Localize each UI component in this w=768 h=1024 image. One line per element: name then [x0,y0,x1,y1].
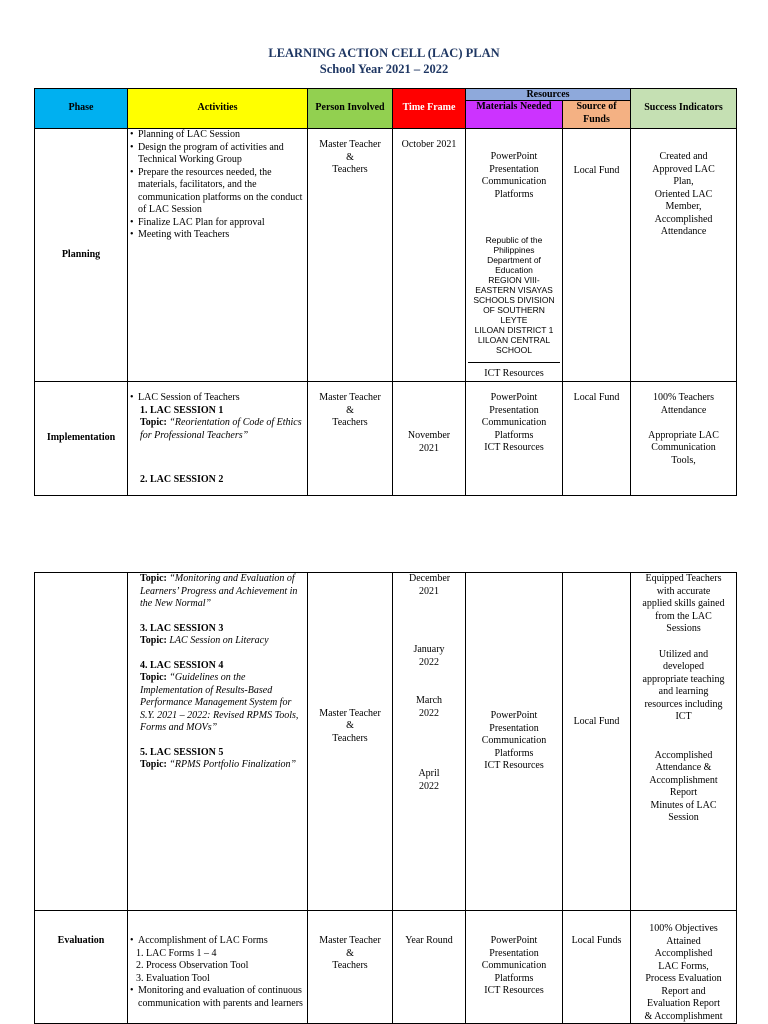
implementation-success-indicators: 100% Teachers Attendance Appropriate LAC Communication Tools, [631,382,737,496]
continuation-source-of-funds: Local Fund [563,573,631,911]
header-time-frame: Time Frame [393,89,466,129]
list-item: • Meeting with Teachers [130,229,305,242]
header-person-involved: Person Involved [308,89,393,129]
lac-session-3-label: 3. LAC SESSION 3 [140,622,224,634]
phase-evaluation: Evaluation [35,911,128,1024]
list-item: 2. Process Observation Tool [146,960,305,973]
lac-plan-table-part-2 [34,572,737,1024]
planning-success-indicators: Created and Approved LAC Plan, Oriented LAC Member, Accomplished Attendance [631,129,737,382]
lac-session-1-label: 1. LAC SESSION 1 [140,404,224,416]
continuation-materials: PowerPoint Presentation Communication Platforms ICT Resources [466,573,563,911]
header-materials-needed: Materials Needed [466,101,563,129]
school-year: School Year 2021 – 2022 [319,62,449,76]
lac-plan-table-part-1 [34,88,737,496]
header-success-indicators: Success Indicators [631,89,737,129]
list-item: • Prepare the resources needed, the materials, facilitators, and the communication platforms on the conduct of LAC Session [130,167,305,217]
list-item: 1. LAC Forms 1 – 4 [146,948,305,961]
phase-continuation-empty [35,573,128,911]
implementation-materials: PowerPoint Presentation Communication Platforms ICT Resources [466,382,563,496]
lac-session-5-label: 5. LAC SESSION 5 [140,746,224,758]
header-activities: Activities [128,89,308,129]
list-item: • Design the program of activities and Technical Working Group [130,142,305,167]
phase-planning: Planning [35,129,128,382]
list-item: • Monitoring and evaluation of continuous communication with parents and learners [130,985,305,1010]
lac-session-3-topic: LAC Session on Literacy [166,635,269,646]
header-resources: Resources [466,89,631,101]
school-stamp: Republic of the Philippines Department of Education REGION VIII- EASTERN VISAYAS SCHOOLS DIVISION OF SOUTHERN LEYTE LILOAN DISTRICT 1 LILOAN CENTRAL SCHOOL [473,235,555,355]
lac-session-4-label: 4. LAC SESSION 4 [140,659,224,671]
document-title: LEARNING ACTION CELL (LAC) PLAN [268,46,500,60]
list-item: • LAC Session of Teachers [130,392,305,405]
planning-activities [128,129,308,382]
evaluation-person-involved: Master Teacher & Teachers [308,911,393,1024]
implementation-activities: • LAC Session of Teachers 1. LAC SESSION 1 Topic: “Reorientation of Code of Ethics for Professional Teachers” 2. LAC SESSION 2 [128,382,308,496]
evaluation-source-of-funds: Local Funds [563,911,631,1024]
continuation-success-indicators: Equipped Teachers with accurate applied skills gained from the LAC Sessions Utilized and developed appropriate teaching and learning resources including ICT Accomplished Attendance & Accomplishment Report Minutes of LAC Session [631,573,737,911]
implementation-time-frame: November 2021 [393,382,466,496]
lac-session-2-label: 2. LAC SESSION 2 [140,474,224,485]
lac-session-5-topic: “RPMS Portfolio Finalization” [166,759,297,770]
evaluation-success-indicators: 100% Objectives Attained Accomplished LAC Forms, Process Evaluation Report and Evaluation Report & Accomplishment [631,911,737,1024]
continuation-person-involved: Master Teacher & Teachers [308,573,393,911]
header-phase: Phase [35,89,128,129]
planning-time-frame: October 2021 [393,129,466,382]
list-item: 3. Evaluation Tool [146,973,305,986]
planning-person-involved: Master Teacher & Teachers [308,129,393,382]
lac-session-4-topic: “Guidelines on the Implementation of Results-Based Performance Management System for S.Y. 2021 – 2022: Revised RPMS Tools, Forms and MOVs” [140,672,299,733]
evaluation-materials: PowerPoint Presentation Communication Platforms ICT Resources [466,911,563,1024]
planning-materials: PowerPoint Presentation Communication Platforms Republic of the Philippines Department of Education REGION VIII- EASTERN VISAYAS SCHOOLS DIVISION OF SOUTHERN LEYTE LILOAN DISTRICT 1 LILOAN CENTRAL SCHOOL ICT Resources [466,129,563,382]
implementation-source-of-funds: Local Fund [563,382,631,496]
continuation-time-frame: December 2021 January 2022 March 2022 April 2022 [393,573,466,911]
phase-implementation: Implementation [35,382,128,496]
evaluation-activities [128,911,308,1024]
lac-session-1-topic: “Reorientation of Code of Ethics for Professional Teachers” [140,417,302,441]
planning-source-of-funds: Local Fund [563,129,631,382]
implementation-person-involved: Master Teacher & Teachers [308,382,393,496]
header-source-of-funds: Source of Funds [563,101,631,129]
lac-session-2-topic: “Monitoring and Evaluation of Learners’ Progress and Achievement in the New Normal” [140,573,298,609]
evaluation-time-frame: Year Round [393,911,466,1024]
list-item: • Finalize LAC Plan for approval [130,217,305,230]
list-item: • Planning of LAC Session [130,129,305,142]
list-item: • Accomplishment of LAC Forms [130,935,305,948]
continuation-activities: Topic: “Monitoring and Evaluation of Learners’ Progress and Achievement in the New Normal” 3. LAC SESSION 3 Topic: LAC Session on Literacy 4. LAC SESSION 4 Topic: “Guidelines on the Implementation of Results-Based Performance Management System for S.Y. 2021 – 2022: Revised RPMS Tools, Forms and MOVs” 5. LAC SESSION 5 Topic: “RPMS Portfolio Finalization” [128,573,308,911]
